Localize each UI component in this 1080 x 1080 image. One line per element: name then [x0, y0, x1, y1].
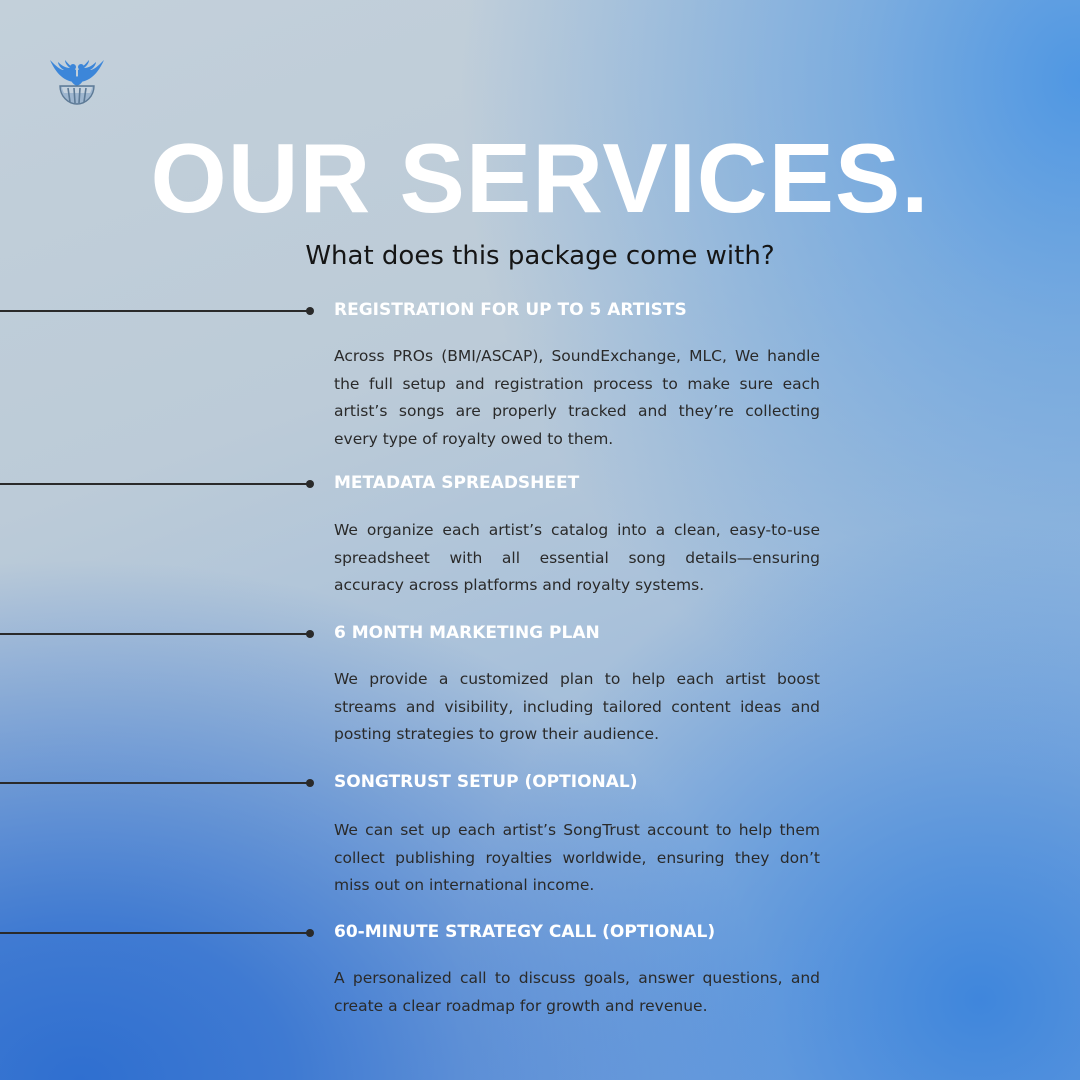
timeline-dot [306, 307, 314, 315]
timeline-dot [306, 480, 314, 488]
page-title: OUR SERVICES. [150, 123, 930, 233]
timeline-dot [306, 929, 314, 937]
service-description: We can set up each artist’s SongTrust account to help them collect publishing royalties worldwide, ensuring they don’t miss out on international income. [334, 821, 820, 894]
service-heading: 6 MONTH MARKETING PLAN [334, 623, 600, 643]
service-heading: REGISTRATION FOR UP TO 5 ARTISTS [334, 300, 687, 320]
timeline-rule [0, 310, 311, 312]
service-heading: 60-MINUTE STRATEGY CALL (OPTIONAL) [334, 922, 716, 942]
service-heading: METADATA SPREADSHEET [334, 473, 580, 493]
timeline-rule [0, 633, 311, 635]
service-description: Across PROs (BMI/ASCAP), SoundExchange, MLC, We handle the full setup and registration process to make sure each artist’s songs are properly tracked and they’re collecting every type of royalty owed to them. [334, 347, 820, 448]
service-description: A personalized call to discuss goals, answer questions, and create a clear roadmap for growth and revenue. [334, 969, 820, 1015]
timeline-dot [306, 779, 314, 787]
timeline-rule [0, 932, 311, 934]
service-description: We provide a customized plan to help each artist boost streams and visibility, including tailored content ideas and posting strategies to grow their audience. [334, 670, 820, 743]
service-description: We organize each artist’s catalog into a clean, easy-to-use spreadsheet with all essential song details—ensuring accuracy across platforms and royalty systems. [334, 521, 820, 594]
timeline-rule [0, 782, 311, 784]
timeline-rule [0, 483, 311, 485]
timeline-dot [306, 630, 314, 638]
eagle-crest-icon [46, 56, 108, 108]
service-heading: SONGTRUST SETUP (OPTIONAL) [334, 772, 638, 792]
page-subtitle: What does this package come with? [305, 241, 775, 271]
